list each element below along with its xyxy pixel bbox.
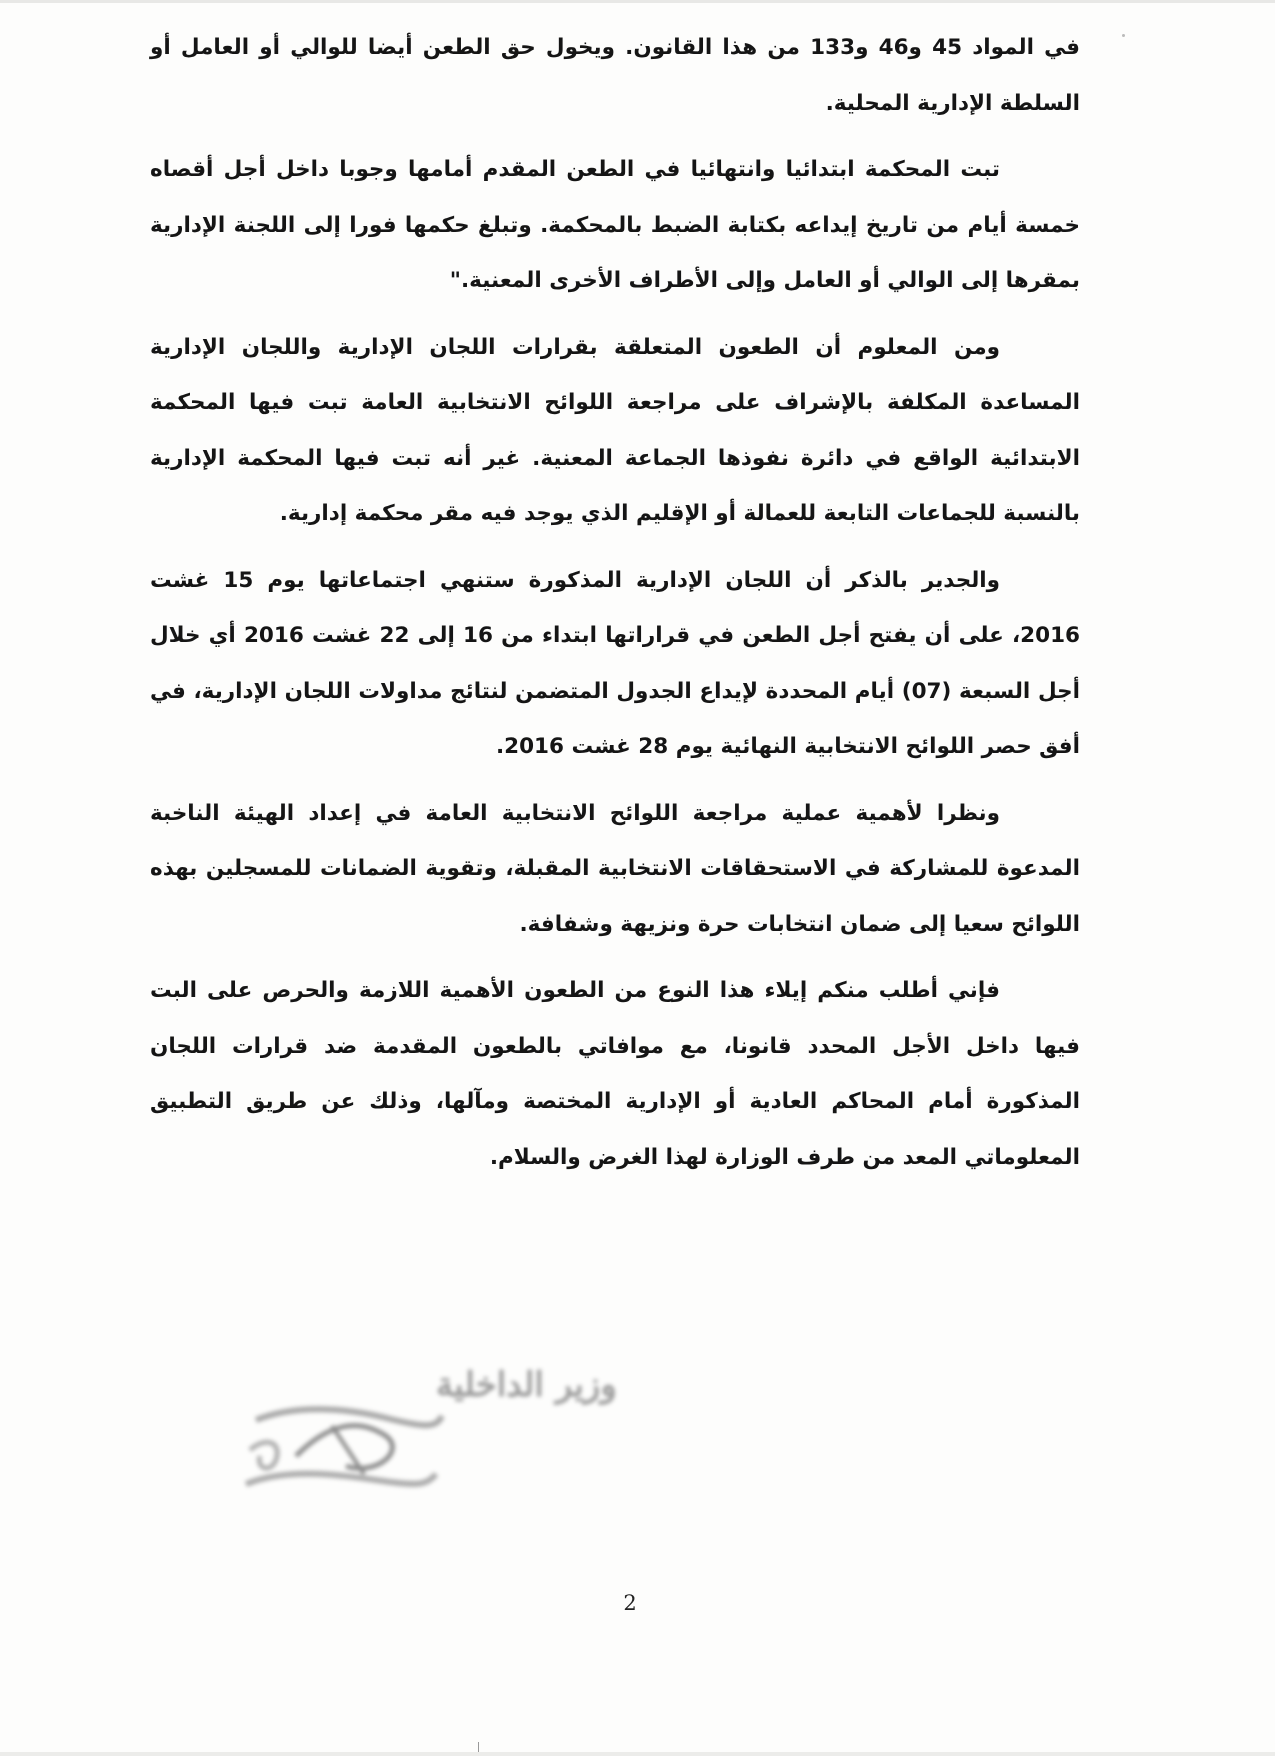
paragraph-4: والجدير بالذكر أن اللجان الإدارية المذكورة ستنهي اجتماعاتها يوم 15 غشت 2016، على أن يفتح أجل الطعن في قراراتها ابتداء من 16 إلى 22 غشت 2016 أي خلال أجل السبعة (07) أيام المحددة لإيداع الجدول المتضمن لنتائج مداولات اللجان الإدارية، في أفق حصر اللوائح الانتخابية النهائية يوم 28 غشت 2016. bbox=[150, 567, 1080, 759]
paragraph-3: ومن المعلوم أن الطعون المتعلقة بقرارات اللجان الإدارية واللجان الإدارية المساعدة المكلفة بالإشراف على مراجعة اللوائح الانتخابية العامة تبت فيها المحكمة الابتدائية الواقع في دائرة نفوذها الجماعة المعنية. غير أنه تبت فيها المحكمة الإدارية بالنسبة للجماعات التابعة للعمالة أو الإقليم الذي يوجد فيه مقر محكمة إدارية. bbox=[150, 334, 1080, 526]
paragraph-1: في المواد 45 و46 و133 من هذا القانون. ويخول حق الطعن أيضا للوالي أو العامل أو السلطة الإدارية المحلية. bbox=[150, 35, 1080, 116]
stamp-stroke-3 bbox=[250, 1442, 277, 1468]
signature-stamp-graphic bbox=[236, 1356, 617, 1506]
stamp-text: وزير الداخلية bbox=[436, 1365, 617, 1405]
scan-edge-bottom bbox=[0, 1752, 1275, 1756]
paragraph-5: ونظرا لأهمية عملية مراجعة اللوائح الانتخابية العامة في إعداد الهيئة الناخبة المدعوة للمشاركة في الاستحقاقات الانتخابية المقبلة، وتقوية الضمانات للمسجلين بهذه اللوائح سعيا إلى ضمان انتخابات حرة ونزيهة وشفافة. bbox=[150, 800, 1080, 937]
scan-edge-top bbox=[0, 0, 1275, 3]
stamp-stroke-2 bbox=[246, 1474, 436, 1484]
paragraph-2: تبت المحكمة ابتدائيا وانتهائيا في الطعن المقدم أمامها وجوبا داخل أجل أقصاه خمسة أيام من تاريخ إيداعه بكتابة الضبط بالمحكمة. وتبلغ حكمها فورا إلى اللجنة الإدارية بمقرها إلى الوالي أو العامل وإلى الأطراف الأخرى المعنية." bbox=[150, 157, 1080, 293]
stamp-stroke-1 bbox=[256, 1409, 442, 1425]
scan-mark bbox=[478, 1742, 479, 1752]
page-number: 2 bbox=[623, 1591, 637, 1615]
paragraph-6: فإني أطلب منكم إيلاء هذا النوع من الطعون الأهمية اللازمة والحرص على البت فيها داخل الأجل المحدد قانونا، مع موافاتي بالطعون المقدمة ضد قرارات اللجان المذكورة أمام المحاكم العادية أو الإدارية المختصة ومآلها، وذلك عن طريق التطبيق المعلوماتي المعد من طرف الوزارة لهذا الغرض والسلام. bbox=[150, 978, 1080, 1170]
signature-stamp bbox=[236, 1356, 617, 1506]
scan-speck bbox=[1122, 34, 1125, 37]
document-body bbox=[150, 20, 1080, 1185]
